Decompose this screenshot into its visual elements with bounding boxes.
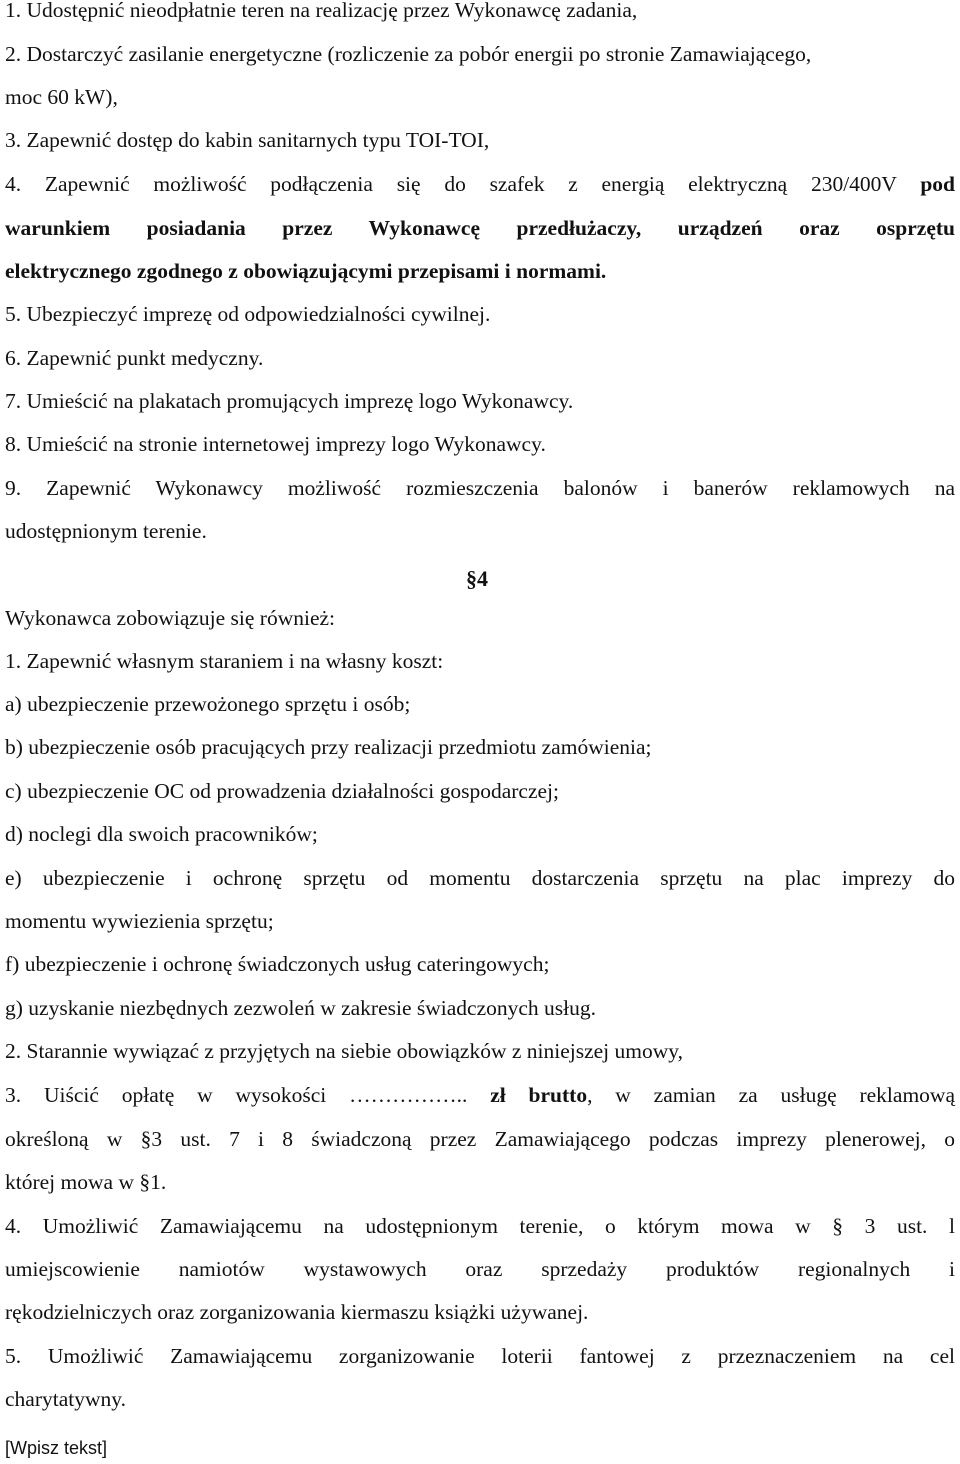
obligation-4-line-3: elektrycznego zgodnego z obowiązującymi przepisami i normami. bbox=[5, 259, 607, 283]
sub-item-g: g) uzyskanie niezbędnych zezwoleń w zakresie świadczonych usług. bbox=[5, 996, 597, 1020]
obligation-4-line-1 bbox=[5, 170, 955, 198]
obligation-4-text: 4. Zapewnić możliwość podłączenia się do szafek z energią elektryczną 230/400V bbox=[5, 172, 897, 196]
obligation-8: 8. Umieścić na stronie internetowej imprezy logo Wykonawcy. bbox=[5, 432, 546, 456]
obligation-6: 6. Zapewnić punkt medyczny. bbox=[5, 346, 264, 370]
sub-item-e-continued: momentu wywiezienia sprzętu; bbox=[5, 909, 274, 933]
contractor-item-5-line-2: charytatywny. bbox=[5, 1387, 126, 1411]
payment-gross: zł brutto bbox=[490, 1083, 588, 1107]
contractor-item-2: 2. Starannie wywiązać z przyjętych na siebie obowiązków z niniejszej umowy, bbox=[5, 1039, 684, 1063]
sub-item-c: c) ubezpieczenie OC od prowadzenia działalności gospodarczej; bbox=[5, 779, 559, 803]
footer-placeholder[interactable]: [Wpisz tekst] bbox=[5, 1438, 108, 1458]
contractor-item-4-line-2: umiejscowienie namiotów wystawowych oraz sprzedaży produktów regionalnych i bbox=[5, 1257, 955, 1281]
contractor-item-3-line-1 bbox=[5, 1081, 955, 1109]
sub-item-e: e) ubezpieczenie i ochronę sprzętu od momentu dostarczenia sprzętu na plac imprezy do bbox=[5, 866, 955, 890]
contractor-item-5-line-1: 5. Umożliwić Zamawiającemu zorganizowanie loterii fantowej z przeznaczeniem na cel bbox=[5, 1344, 955, 1368]
obligation-5: 5. Ubezpieczyć imprezę od odpowiedzialności cywilnej. bbox=[5, 302, 491, 326]
obligation-4-bold-start: pod bbox=[920, 172, 955, 196]
section-heading: §4 bbox=[466, 566, 488, 591]
sub-item-d: d) noclegi dla swoich pracowników; bbox=[5, 822, 318, 846]
sub-item-a: a) ubezpieczenie przewożonego sprzętu i osób; bbox=[5, 692, 411, 716]
sub-item-f: f) ubezpieczenie i ochronę świadczonych usług cateringowych; bbox=[5, 952, 550, 976]
contractor-item-4-line-1: 4. Umożliwić Zamawiającemu na udostępnionym terenie, o którym mowa w § 3 ust. l bbox=[5, 1214, 955, 1238]
obligation-2-continued: moc 60 kW), bbox=[5, 85, 118, 109]
contractor-item-1: 1. Zapewnić własnym staraniem i na własny koszt: bbox=[5, 649, 444, 673]
contractor-item-3-line-2: określoną w §3 ust. 7 i 8 świadczoną przez Zamawiającego podczas imprezy plenerowej, o bbox=[5, 1127, 955, 1151]
obligation-7: 7. Umieścić na plakatach promujących imprezę logo Wykonawcy. bbox=[5, 389, 574, 413]
contractor-item-4-line-3: rękodzielniczych oraz zorganizowania kiermaszu książki używanej. bbox=[5, 1300, 589, 1324]
payment-purpose: , w zamian za usługę reklamową bbox=[587, 1083, 955, 1107]
obligation-2: 2. Dostarczyć zasilanie energetyczne (rozliczenie za pobór energii po stronie Zamawiającego, bbox=[5, 42, 812, 66]
obligation-1: 1. Udostępnić nieodpłatnie teren na realizację przez Wykonawcę zadania, bbox=[5, 0, 638, 22]
obligation-9-continued: udostępnionym terenie. bbox=[5, 519, 207, 543]
obligation-4-line-2: warunkiem posiadania przez Wykonawcę przedłużaczy, urządzeń oraz osprzętu bbox=[5, 216, 955, 240]
contractor-item-3-line-3: której mowa w §1. bbox=[5, 1170, 167, 1194]
obligation-9: 9. Zapewnić Wykonawcy możliwość rozmieszczenia balonów i banerów reklamowych na bbox=[5, 476, 955, 500]
payment-text: 3. Uiścić opłatę w wysokości …………….. bbox=[5, 1083, 468, 1107]
obligation-3: 3. Zapewnić dostęp do kabin sanitarnych typu TOI-TOI, bbox=[5, 128, 490, 152]
sub-item-b: b) ubezpieczenie osób pracujących przy realizacji przedmiotu zamówienia; bbox=[5, 735, 652, 759]
contractor-intro: Wykonawca zobowiązuje się również: bbox=[5, 606, 336, 630]
